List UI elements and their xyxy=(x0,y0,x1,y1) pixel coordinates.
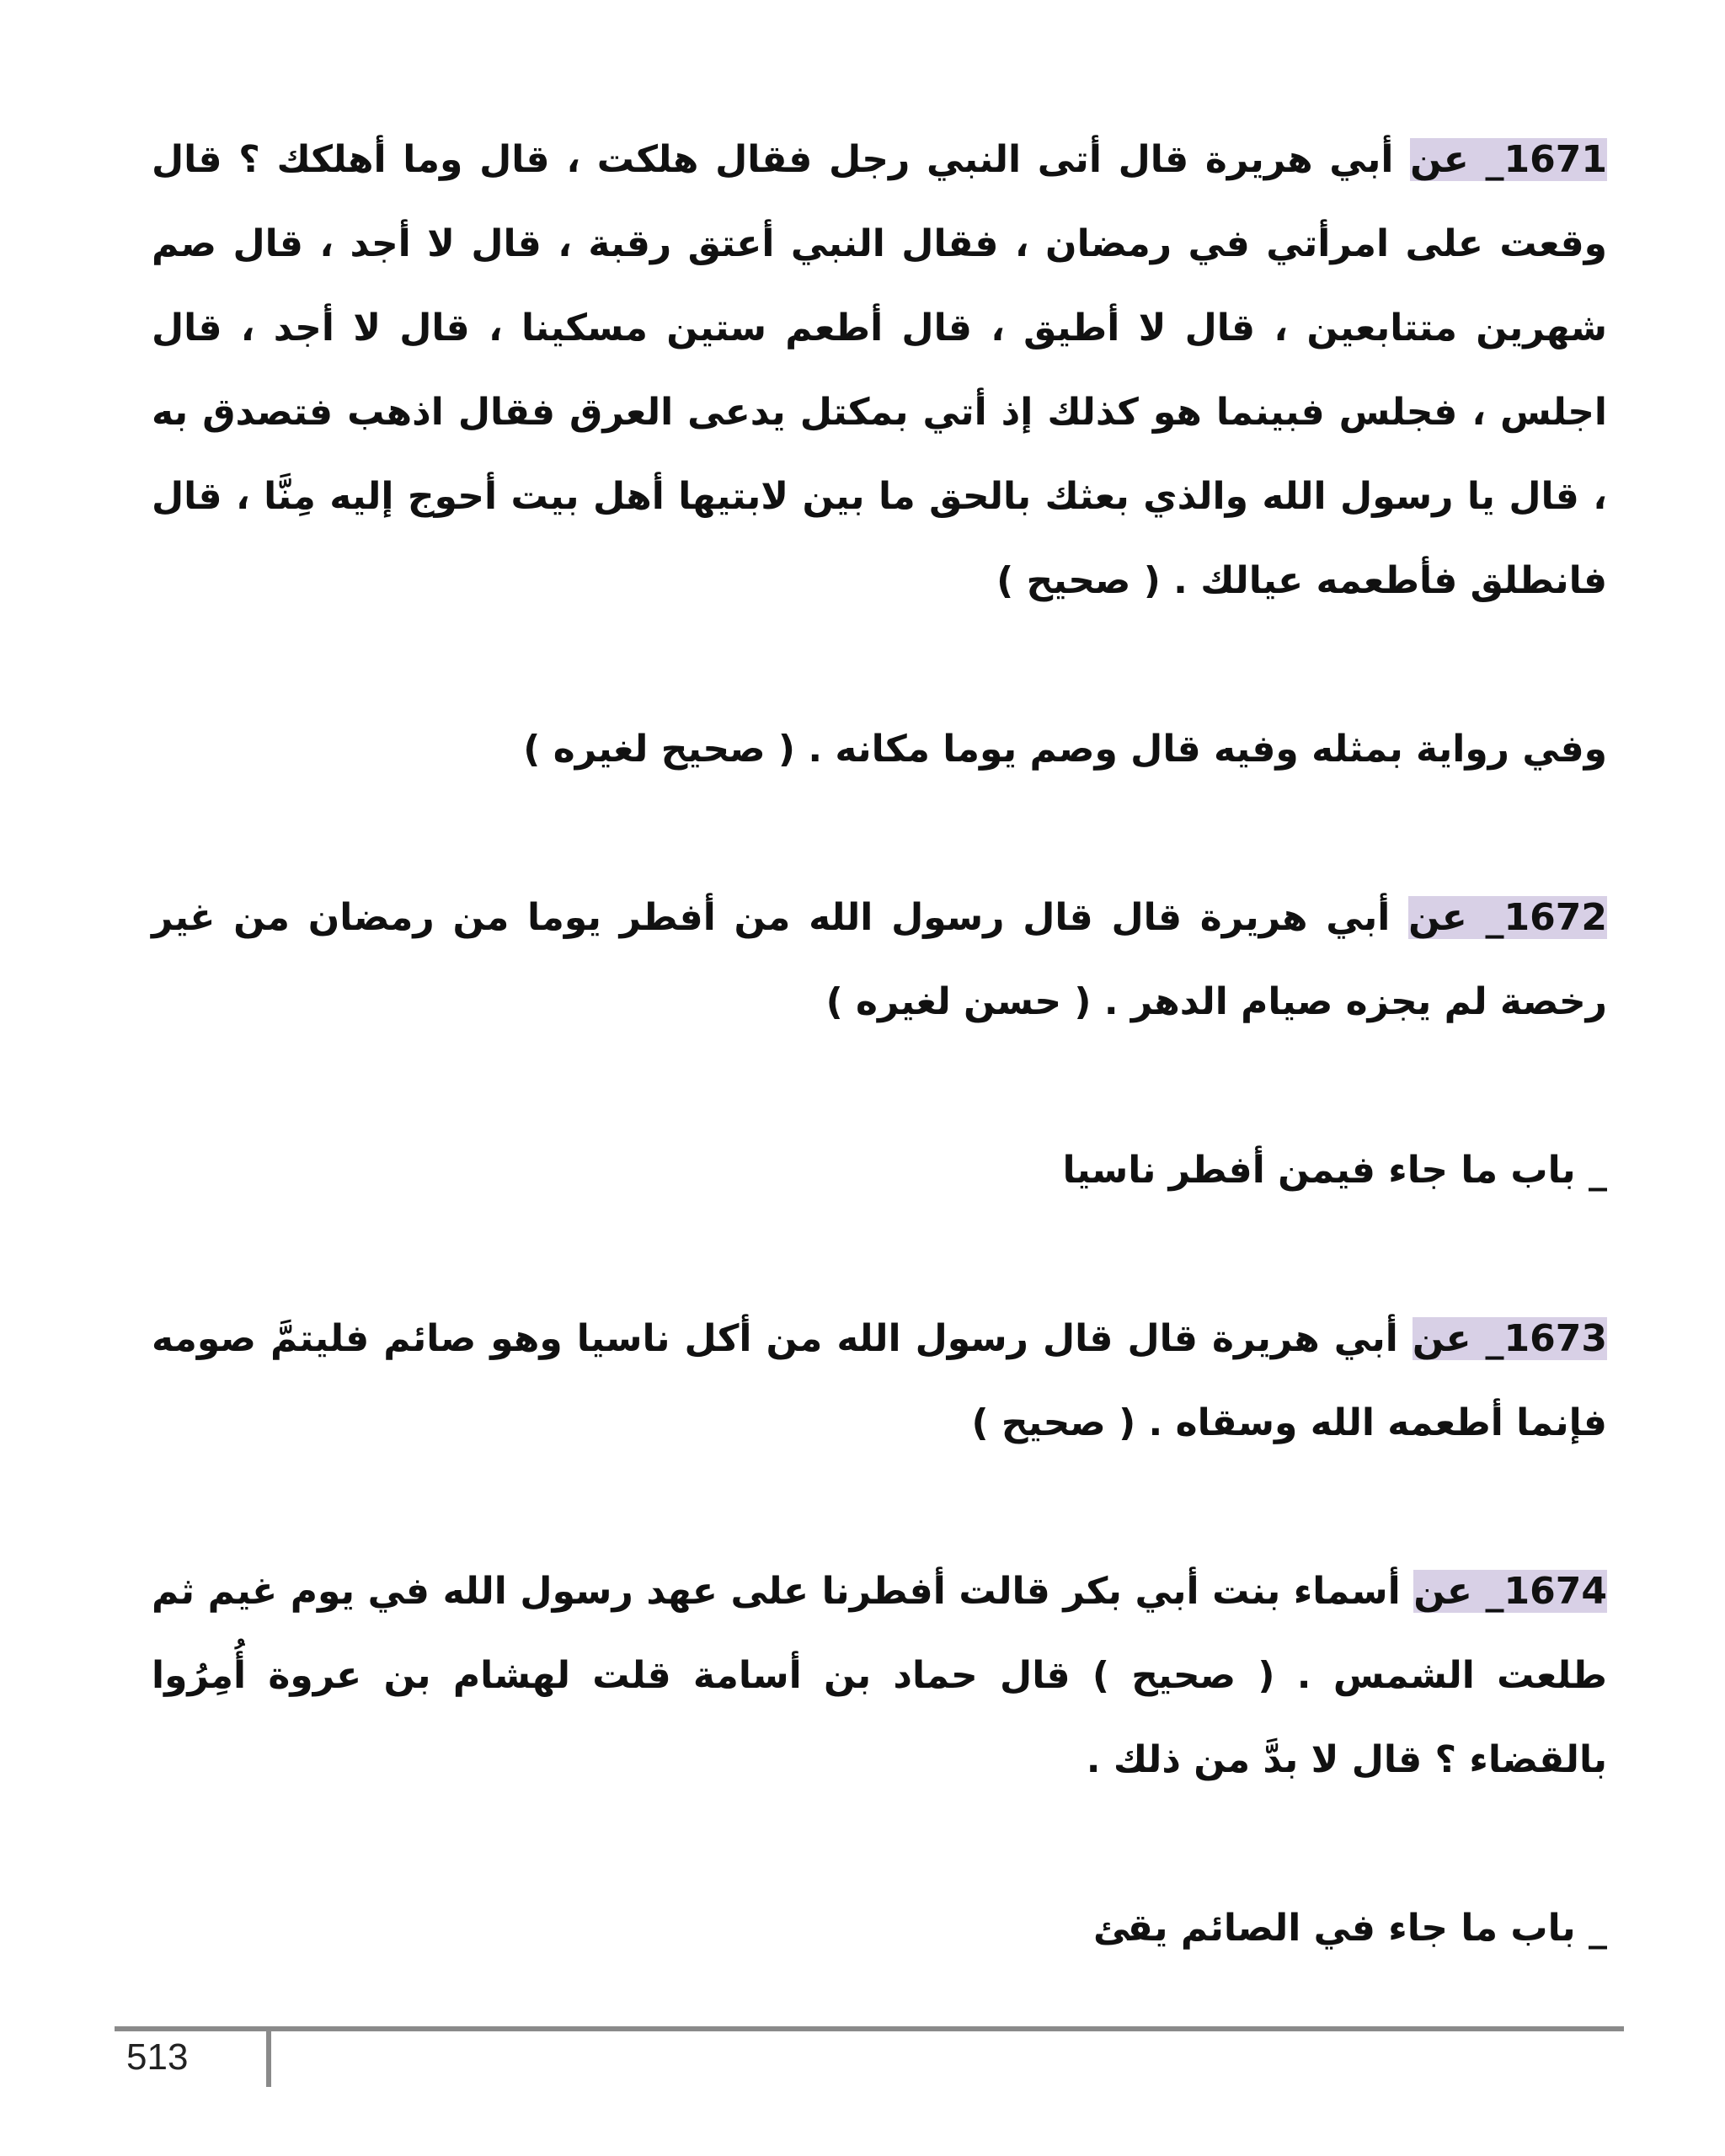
page-content xyxy=(152,118,1607,2055)
footer-divider-tick xyxy=(266,2026,271,2087)
hadith-number-1673: 1673_ عن xyxy=(1412,1317,1607,1360)
section-heading-forgetful: _ باب ما جاء فيمن أفطر ناسيا xyxy=(1062,1149,1607,1192)
hadith-number-1674: 1674_ عن xyxy=(1413,1570,1607,1613)
hadith-number-1671: 1671_ عن xyxy=(1410,138,1607,181)
hadith-text-1671: أبي هريرة قال أتى النبي رجل فقال هلكت ، قال وما أهلكك ؟ قال وقعت على امرأتي في رمضان ، فقال النبي أعتق رقبة ، قال لا أجد ، قال صم شهرين متتابعين ، قال لا أطيق ، قال أطعم ستين مسكينا ، قال لا أجد ، قال اجلس ، فجلس فبينما هو كذلك إذ أتي بمكتل يدعى العرق فقال اذهب فتصدق به ، قال يا رسول الله والذي بعثك بالحق ما بين لابتيها أهل بيت أحوج إليه مِنَّا ، قال فانطلق فأطعمه عيالك . ( صحيح ) xyxy=(152,138,1607,602)
hadith-text-1674: أسماء بنت أبي بكر قالت أفطرنا على عهد رسول الله في يوم غيم ثم طلعت الشمس . ( صحيح ) قال حماد بن أسامة قلت لهشام بن عروة أُمِرُوا بالقضاء ؟ قال لا بدَّ من ذلك . xyxy=(152,1570,1607,1781)
footer-rule xyxy=(115,2026,1624,2031)
page-number: 513 xyxy=(126,2036,189,2078)
section-heading-vomiting: _ باب ما جاء في الصائم يقئ xyxy=(1092,1907,1607,1950)
hadith-1671 xyxy=(152,118,1607,623)
hadith-text-1672: أبي هريرة قال قال رسول الله من أفطر يوما من رمضان من غير رخصة لم يجزه صيام الدهر . ( حسن لغيره ) xyxy=(152,896,1607,1023)
hadith-text-1673: أبي هريرة قال قال رسول الله من أكل ناسيا وهو صائم فليتمَّ صومه فإنما أطعمه الله وسقاه . ( صحيح ) xyxy=(152,1317,1607,1444)
hadith-1673 xyxy=(152,1297,1607,1465)
hadith-1671-riwaya: وفي رواية بمثله وفيه قال وصم يوما مكانه . ( صحيح لغيره ) xyxy=(523,728,1607,771)
hadith-number-1672: 1672_ عن xyxy=(1408,896,1607,939)
hadith-1674 xyxy=(152,1550,1607,1802)
hadith-1672 xyxy=(152,876,1607,1044)
